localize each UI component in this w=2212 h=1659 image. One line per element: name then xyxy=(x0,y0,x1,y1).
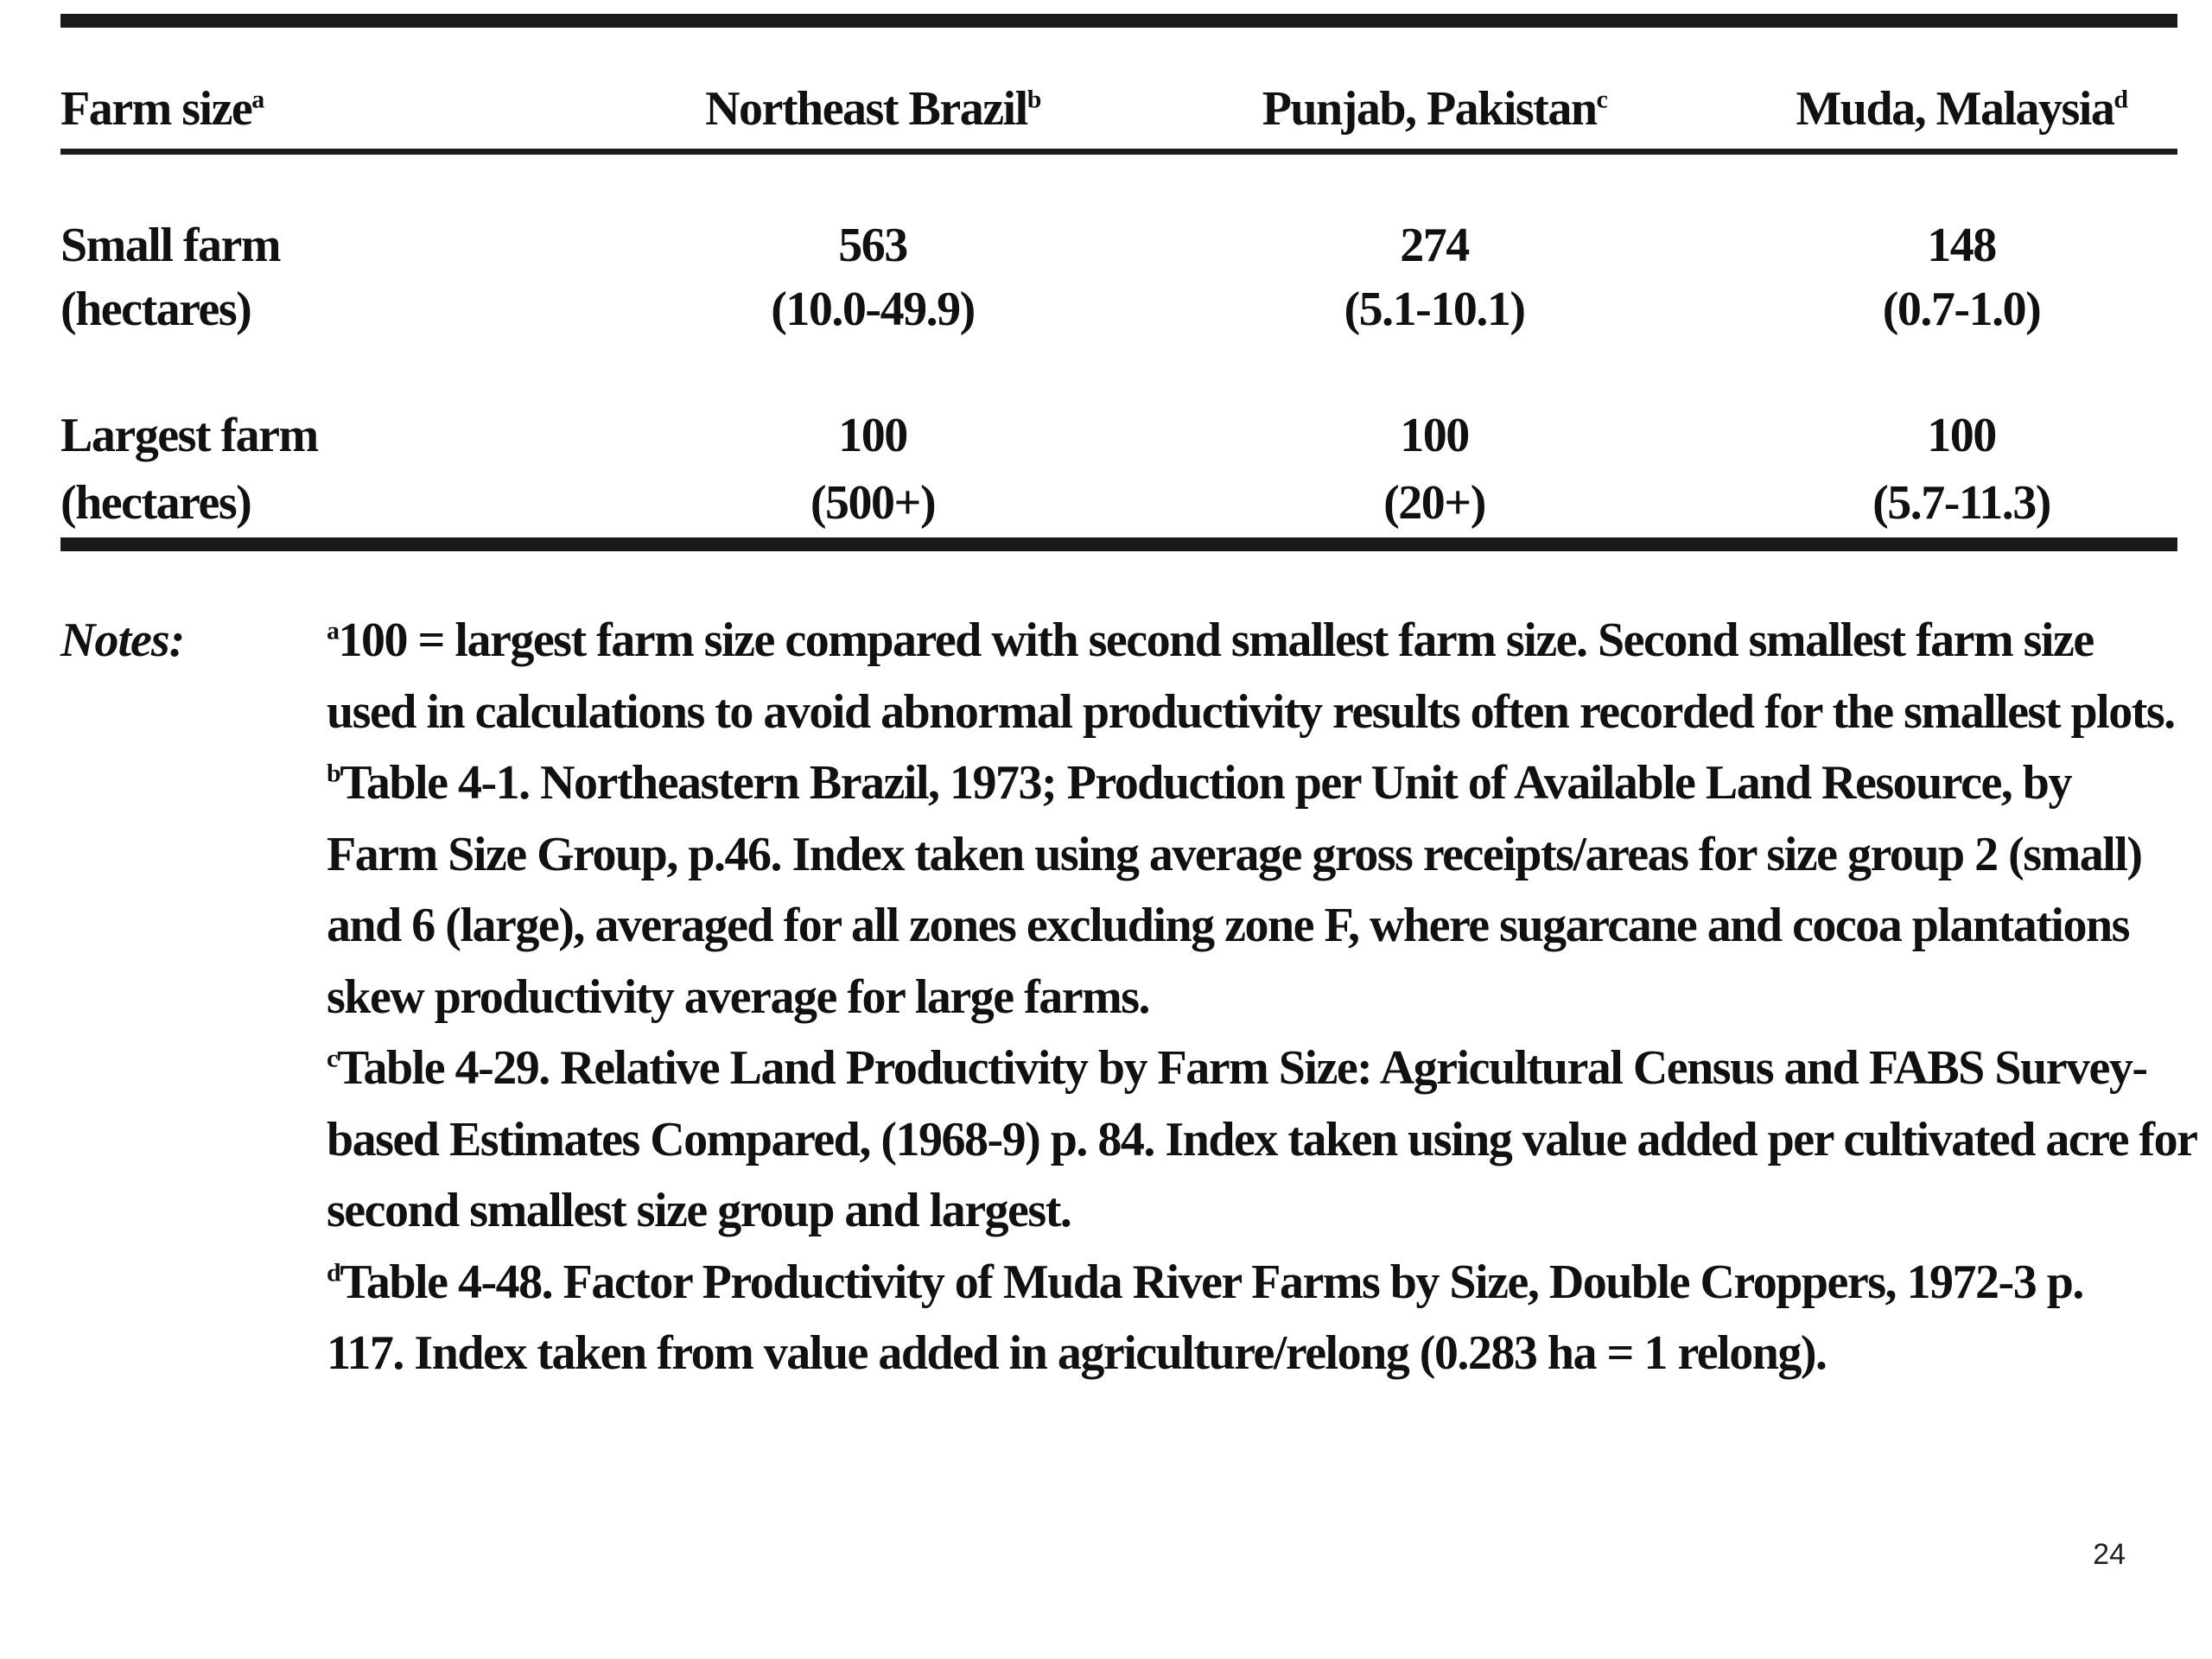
table-cell-value: 274 xyxy=(1400,219,1469,272)
header-muda-malaysia: Muda, Malaysia$^d$ xyxy=(1796,82,2127,136)
note-line: $^d$Table 4-48. Factor Productivity of Muda River Farms by Size, Double Croppers, 1972-3 p. xyxy=(327,1255,2083,1309)
note-line: Farm Size Group, p.46. Index taken using average gross receipts/areas for size group 2 (small) xyxy=(327,827,2142,881)
table-cell-range: (5.1-10.1) xyxy=(1344,283,1525,336)
row-small-farm-unit: (hectares) xyxy=(60,283,251,336)
note-line: skew productivity average for large farms. xyxy=(327,969,1150,1024)
note-line: based Estimates Compared, (1968-9) p. 84. Index taken using value added per cultivated acre for xyxy=(327,1112,2197,1166)
table-cell-range: (10.0-49.9) xyxy=(771,283,975,336)
header-bottom-rule xyxy=(60,149,2177,155)
note-line: used in calculations to avoid abnormal productivity results often recorded for the smallest plots. xyxy=(327,684,2175,739)
note-line: $^b$Table 4-1. Northeastern Brazil, 1973; Production per Unit of Available Land Resource, by xyxy=(327,756,2071,810)
note-line: and 6 (large), averaged for all zones excluding zone F, where sugarcane and cocoa plantations xyxy=(327,899,2129,952)
note-line: 117. Index taken from value added in agriculture/relong (0.283 ha = 1 relong). xyxy=(327,1326,1827,1380)
row-small-farm-label: Small farm xyxy=(60,219,281,272)
row-largest-farm-unit: (hectares) xyxy=(60,476,251,530)
table-cell-value: 563 xyxy=(838,219,907,272)
page-number: 24 xyxy=(2093,1538,2126,1571)
header-punjab-pakistan: Punjab, Pakistan$^c$ xyxy=(1262,82,1607,136)
notes-label: Notes: xyxy=(60,613,185,667)
table-cell-range: (500+) xyxy=(810,476,936,530)
note-line: $^c$Table 4-29. Relative Land Productivity by Farm Size: Agricultural Census and FABS Survey- xyxy=(327,1041,2147,1095)
header-northeast-brazil: Northeast Brazil$^b$ xyxy=(705,82,1040,136)
table-cell-value: 100 xyxy=(838,409,907,462)
table-cell-range: (0.7-1.0) xyxy=(1882,283,2041,336)
note-line: second smallest size group and largest. xyxy=(327,1184,1071,1237)
table-cell-range: (20+) xyxy=(1383,476,1485,530)
notes-body xyxy=(327,605,2197,1389)
table-cell-value: 100 xyxy=(1927,409,1996,462)
table-top-rule xyxy=(60,14,2177,28)
note-line: $^a$100 = largest farm size compared with second smallest farm size. Second smallest farm size xyxy=(327,613,2094,667)
row-largest-farm-label: Largest farm xyxy=(60,409,318,462)
table-cell-value: 100 xyxy=(1400,409,1469,462)
table-cell-value: 148 xyxy=(1927,219,1996,272)
table-cell-range: (5.7-11.3) xyxy=(1872,476,2050,530)
table-bottom-rule xyxy=(60,537,2177,551)
header-farm-size: Farm size$^a$ xyxy=(60,82,264,136)
